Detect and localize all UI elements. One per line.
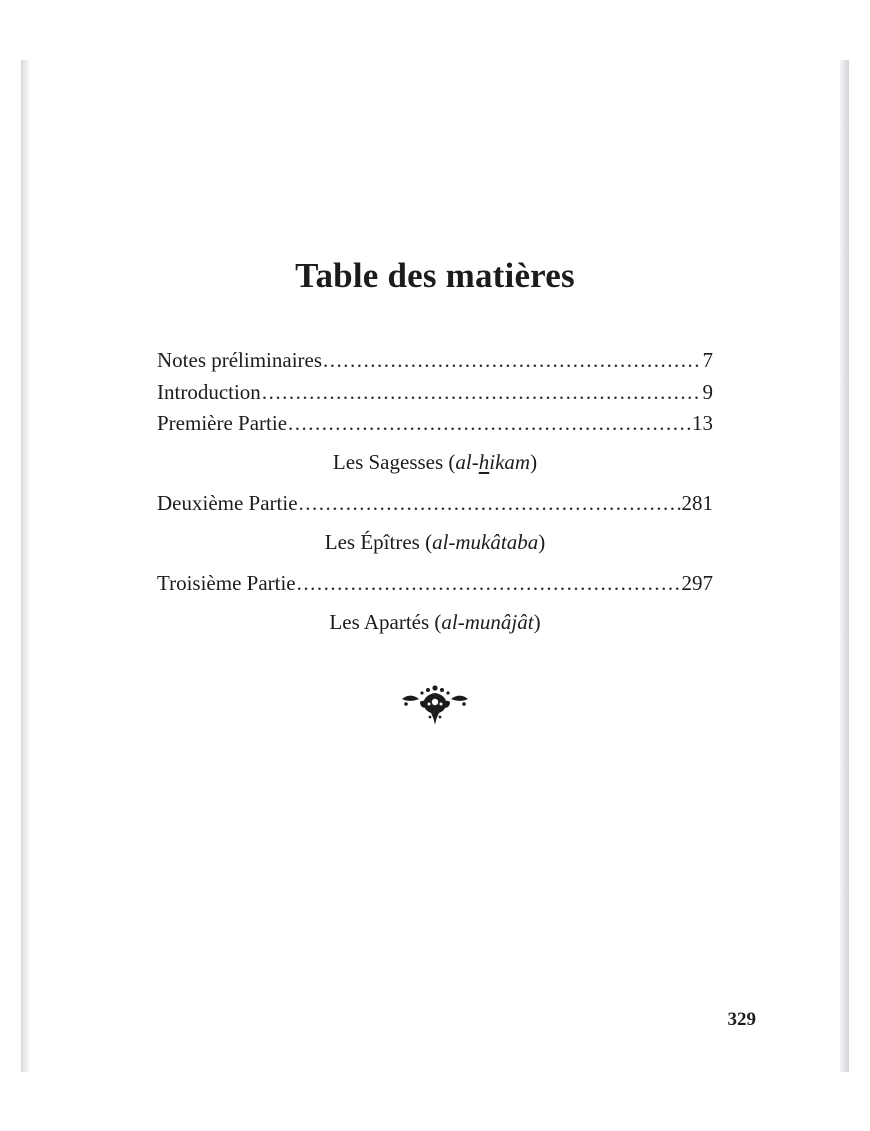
toc-entry-introduction [157, 379, 713, 405]
toc-entry-page: 297 [681, 571, 713, 595]
page-number: 329 [727, 1009, 756, 1030]
toc-entry-label: Notes préliminaires [157, 348, 323, 372]
toc-leader-dots [288, 410, 691, 436]
toc-entry-label: Introduction [157, 380, 261, 404]
toc-leader-dots [262, 379, 702, 405]
toc-entry-label: Troisième Partie [157, 571, 296, 595]
toc-entry-page: 13 [692, 411, 713, 435]
subtitle-suffix: ) [533, 610, 541, 634]
subtitle-italic: al-mukâtaba [432, 530, 539, 554]
subtitle-italic: al-munâjât [441, 610, 534, 634]
subtitle-italic-post: ikam [489, 450, 531, 474]
toc-leader-dots [323, 347, 701, 373]
toc-subtitle-sagesses [0, 449, 870, 475]
toc-entry-page: 7 [702, 348, 713, 372]
toc-leader-dots [297, 570, 681, 596]
page-left-edge [21, 60, 29, 1072]
subtitle-italic [455, 450, 530, 474]
toc-entry-page: 281 [681, 491, 713, 515]
toc-entry-troisieme-partie [157, 570, 713, 596]
subtitle-italic-pre: al- [455, 450, 479, 474]
toc-entry-premiere-partie [157, 410, 713, 436]
toc-subtitle-apartes [0, 609, 870, 635]
toc-entry-notes [157, 347, 713, 373]
toc-entry-deuxieme-partie [157, 490, 713, 516]
floral-ornament-icon [400, 682, 470, 726]
toc-entry-label: Première Partie [157, 411, 288, 435]
subtitle-suffix: ) [538, 530, 546, 554]
subtitle-suffix: ) [530, 450, 538, 474]
toc-leader-dots [299, 490, 681, 516]
page-title: Table des matières [295, 256, 575, 295]
page-right-edge [840, 60, 849, 1072]
subtitle-italic-underlined: h [478, 450, 490, 474]
toc-entry-page: 9 [702, 380, 713, 404]
subtitle-prefix: Les Épîtres ( [324, 530, 433, 554]
subtitle-prefix: Les Apartés ( [329, 610, 442, 634]
toc-subtitle-epitres [0, 529, 870, 555]
toc-entry-label: Deuxième Partie [157, 491, 298, 515]
subtitle-prefix: Les Sagesses ( [332, 450, 456, 474]
